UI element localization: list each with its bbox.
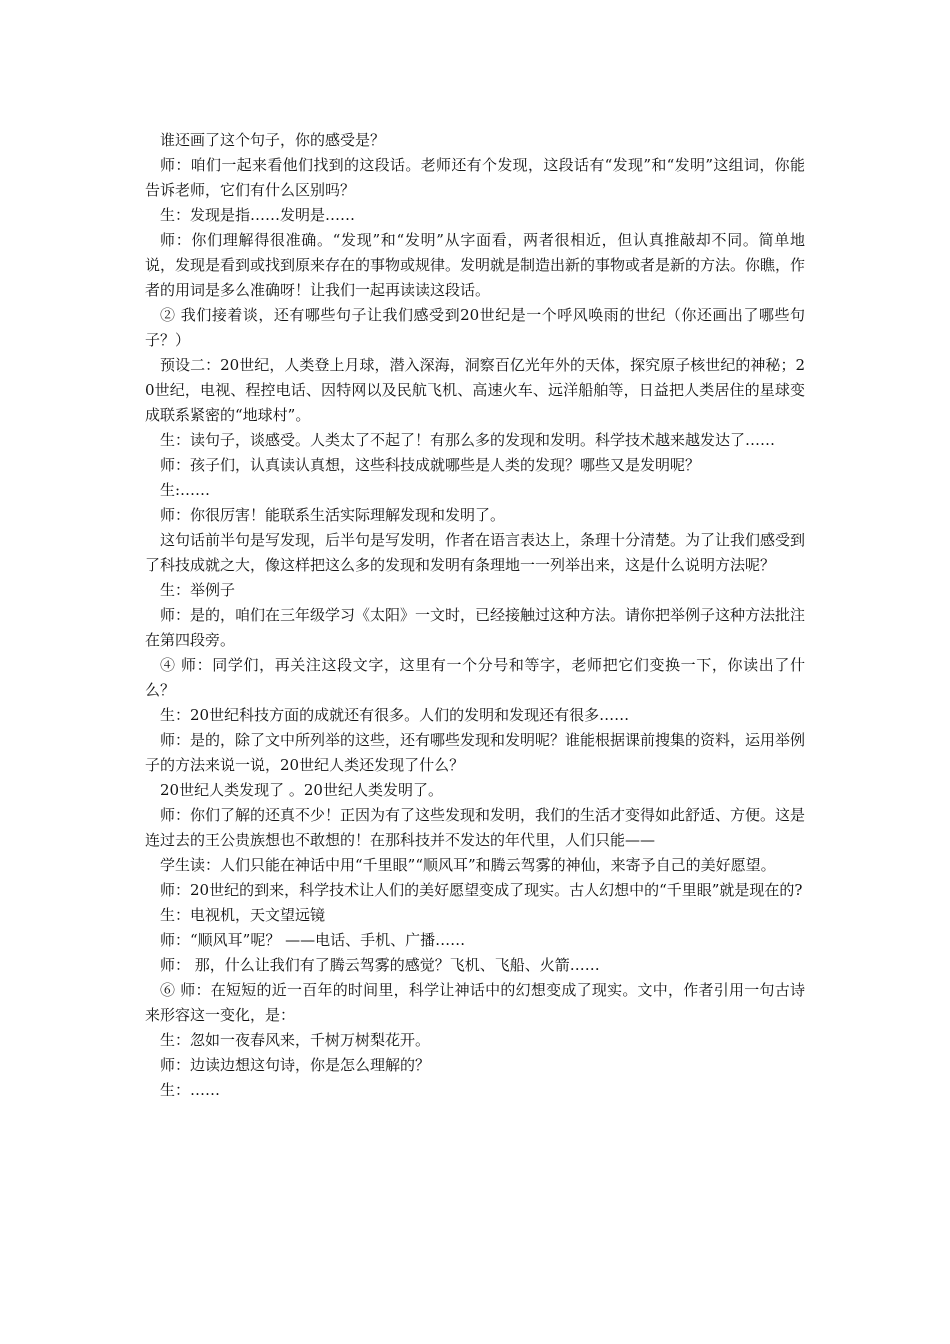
paragraph: 生:…… [160, 481, 211, 499]
paragraph: 师：“顺风耳”呢？ ——电话、手机、广播…… [160, 931, 466, 949]
paragraph: 师：你们理解得很准确。“发现”和“发明”从字面看，两者很相近，但认真推敲却不同。简单地说，发现是看到或找到原来存在的事物或规律。发明就是制造出新的事物或者是新的方法。你瞧，作者的用词是多么准确呀！让我们一起再读读这段话。 [145, 231, 806, 299]
document-body [145, 128, 805, 1103]
paragraph: 师： 那，什么让我们有了腾云驾雾的感觉？飞机、飞船、火箭…… [160, 956, 600, 974]
paragraph: 师：边读边想这句诗，你是怎么理解的？ [160, 1056, 431, 1074]
paragraph: ④ 师：同学们，再关注这段文字，这里有一个分号和等字，老师把它们变换一下，你读出了什么？ [145, 656, 805, 699]
paragraph: 生：读句子，谈感受。人类太了不起了！有那么多的发现和发明。科学技术越来越发达了…… [160, 431, 776, 449]
paragraph: 生：举例子 [160, 581, 236, 599]
paragraph: 这句话前半句是写发现，后半句是写发明，作者在语言表达上，条理十分清楚。为了让我们感受到了科技成就之大，像这样把这么多的发现和发明有条理地一一列举出来，这是什么说明方法呢？ [145, 531, 806, 574]
paragraph: 师：咱们一起来看他们找到的这段话。老师还有个发现，这段话有“发现”和“发明”这组词，你能告诉老师，它们有什么区别吗？ [145, 156, 805, 199]
paragraph: 生：电视机，天文望远镜 [160, 906, 326, 924]
paragraph: 生：20世纪科技方面的成就还有很多。人们的发明和发现还有很多…… [160, 706, 630, 724]
paragraph: ⑥ 师：在短短的近一百年的时间里，科学让神话中的幻想变成了现实。文中，作者引用一句古诗来形容这一变化，是： [145, 981, 805, 1024]
paragraph: 师：是的，咱们在三年级学习《太阳》一文时，已经接触过这种方法。请你把举例子这种方法批注在第四段旁。 [145, 606, 806, 649]
paragraph: 生：发现是指……发明是…… [160, 206, 356, 224]
paragraph: ② 我们接着谈，还有哪些句子让我们感受到20世纪是一个呼风唤雨的世纪（你还画出了哪些句子？） [145, 306, 805, 349]
paragraph: 生：…… [160, 1081, 221, 1099]
paragraph: 师：你们了解的还真不少！正因为有了这些发现和发明，我们的生活才变得如此舒适、方便。这是连过去的王公贵族想也不敢想的！在那科技并不发达的年代里，人们只能—— [145, 806, 806, 849]
paragraph: 师：孩子们，认真读认真想，这些科技成就哪些是人类的发现？哪些又是发明呢？ [160, 456, 701, 474]
paragraph: 师：是的，除了文中所列举的这些，还有哪些发现和发明呢？谁能根据课前搜集的资料，运用举例子的方法来说一说，20世纪人类还发现了什么？ [145, 731, 806, 774]
paragraph: 生：忽如一夜春风来，千树万树梨花开。 [160, 1031, 431, 1049]
paragraph: 师：20世纪的到来，科学技术让人们的美好愿望变成了现实。古人幻想中的“千里眼”就是现在的? [160, 881, 803, 899]
paragraph: 师：你很厉害！能联系生活实际理解发现和发明了。 [160, 506, 506, 524]
paragraph: 谁还画了这个句子，你的感受是？ [160, 131, 386, 149]
paragraph: 预设二：20世纪，人类登上月球，潜入深海，洞察百亿光年外的天体，探究原子核世纪的神秘；20世纪，电视、程控电话、因特网以及民航飞机、高速火车、远洋船舶等，日益把人类居住的星球变成联系紧密的“地球村”。 [145, 356, 805, 424]
paragraph: 20世纪人类发现了 。20世纪人类发明了。 [160, 781, 443, 799]
paragraph: 学生读：人们只能在神话中用“千里眼”“顺风耳”和腾云驾雾的神仙，来寄予自己的美好愿望。 [160, 856, 776, 874]
